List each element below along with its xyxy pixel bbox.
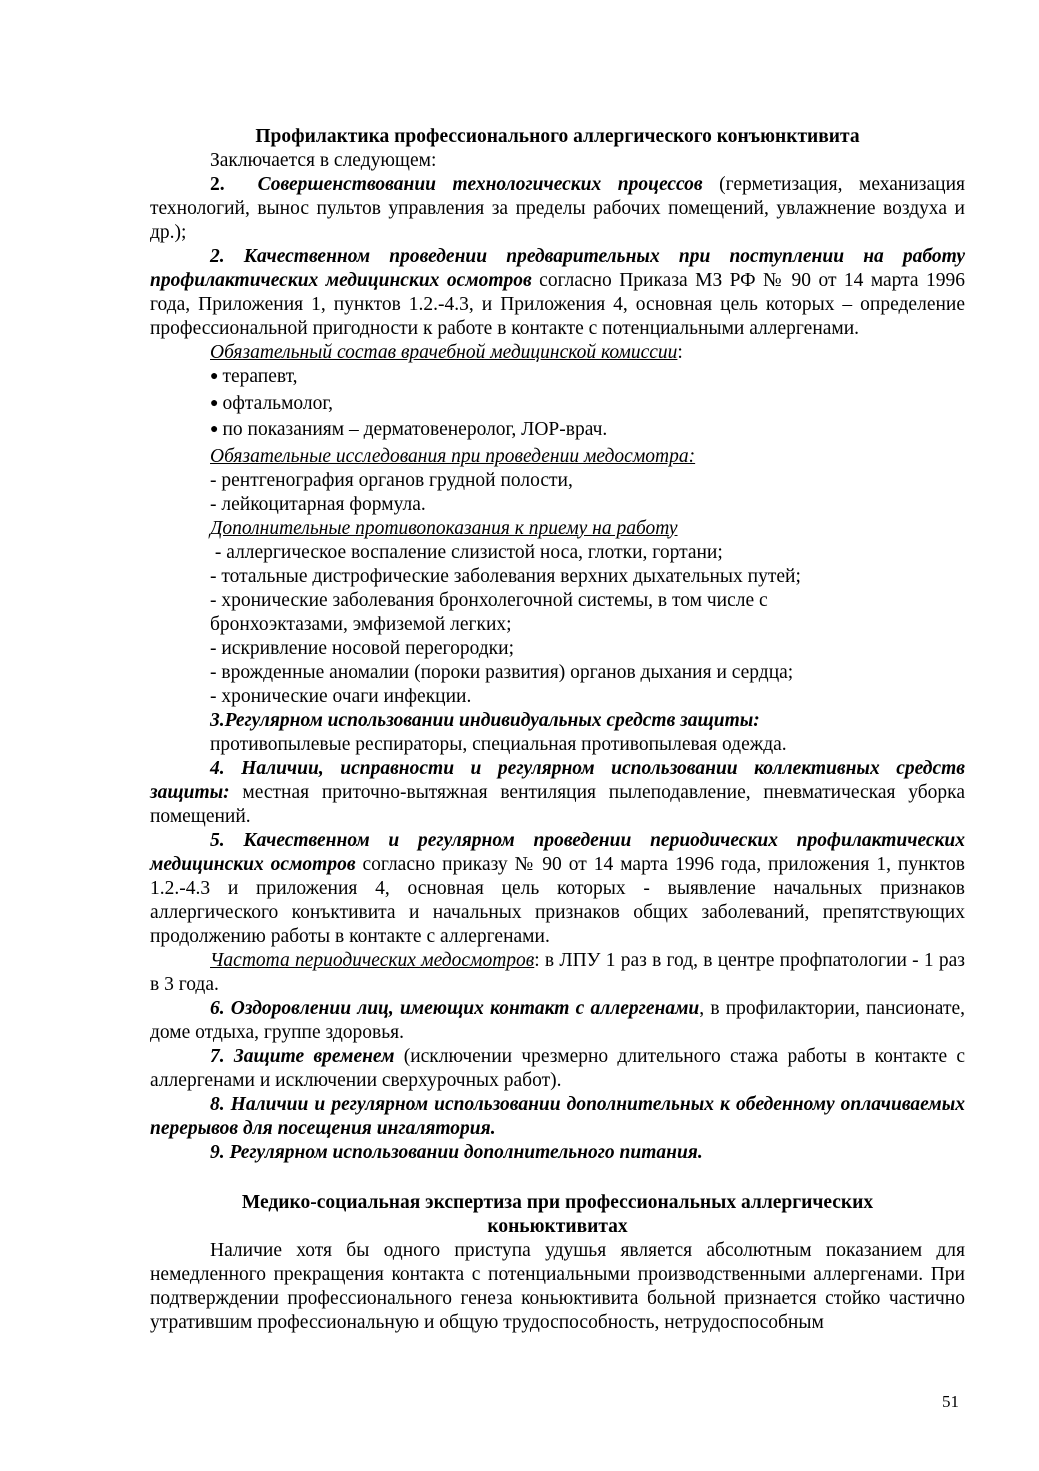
item-7: [150, 1045, 965, 1093]
commission-colon: :: [677, 342, 683, 363]
item-2a-text: (герметизация, механизация технологий, вынос пультов управления за пределы рабочих помещений, увлажнение воздуха и др.);: [150, 174, 965, 243]
bullet-icon: ●: [210, 369, 219, 384]
bullet-icon: ●: [210, 395, 219, 411]
studies-heading: [150, 445, 965, 469]
commission-list: [150, 365, 965, 445]
intro-text: Заключается в следующем:: [210, 150, 437, 171]
contra-heading-text: Дополнительные противопоказания к приему на работу: [210, 517, 678, 539]
item-2a-bold: Совершенствовании технологических процессов: [257, 174, 703, 195]
list-item: - хронические заболевания бронхолегочной системы, в том числе с: [210, 589, 768, 611]
commission-heading-text: Обязательный состав врачебной медицинской комиссии: [210, 342, 678, 363]
page-number: 51: [942, 1392, 959, 1411]
item-8-bold: 8. Наличии и регулярном использовании дополнительных к обеденному оплачиваемых перерывов для посещения ингалятория.: [150, 1093, 965, 1139]
commission-heading: [150, 341, 965, 365]
section-title-expertise-line1: Медико-социальная экспертиза при профессиональных аллергических: [241, 1191, 874, 1213]
list-item: [210, 392, 965, 419]
item-9: [150, 1141, 965, 1165]
item-5: [150, 829, 965, 949]
item-2a: [150, 173, 965, 245]
final-paragraph: Наличие хотя бы одного приступа удушья является абсолютным показанием для немедленного прекращения контакта с потенциальными производственными аллергенами. При подтверждении профессионального генеза коньюктивита больной признается стойко частично утратившим профессиональную и общую трудоспособность, нетрудоспособным: [150, 1239, 965, 1333]
item-3-heading: [150, 709, 965, 733]
item-2b-bold: 2. Качественном проведении предварительных при поступлении на работу профилактических медицинских осмотров: [150, 246, 965, 291]
item-6-bold: 6. Оздоровлении лиц, имеющих контакт с аллергенами: [210, 997, 700, 1019]
frequency-text: : в ЛПУ 1 раз в год, в центре профпатологии - 1 раз в 3 года.: [150, 949, 965, 995]
list-item: - аллергическое воспаление слизистой носа, глотки, гортани;: [210, 541, 723, 563]
list-item-text: по показаниям – дерматовенеролог, ЛОР-врач.: [222, 419, 608, 440]
frequency: [150, 949, 965, 997]
item-2a-num: 2.: [210, 174, 225, 195]
section-title-prevention: Профилактика профессионального аллергического конъюнктивита: [255, 126, 860, 147]
item-2b-text: согласно Приказа МЗ РФ № 90 от 14 марта 1996 года, Приложения 1, пунктов 1.2.-4.3, и Приложения 4, основная цель которых – определение профессиональной пригодности к работе в контакте с потенциальными аллергенами.: [150, 270, 966, 339]
list-item: - тотальные дистрофические заболевания верхних дыхательных путей;: [210, 565, 801, 587]
item-7-text: (исключении чрезмерно длительного стажа работы в контакте с аллергенами и исключении сверхурочных работ).: [150, 1045, 966, 1091]
list-item: [210, 365, 965, 392]
item-4: [150, 757, 965, 829]
list-item: - лейкоцитарная формула.: [210, 493, 426, 515]
bullet-icon: ●: [210, 422, 219, 437]
item-9-bold: 9. Регулярном использовании дополнительного питания.: [210, 1141, 703, 1163]
list-item: бронхоэктазами, эмфиземой легких;: [210, 613, 512, 635]
item-8: [150, 1093, 965, 1141]
frequency-heading: Частота периодических медосмотров: [210, 949, 535, 971]
list-item-text: терапевт,: [222, 366, 298, 387]
list-item: - искривление носовой перегородки;: [210, 637, 515, 659]
item-6: [150, 997, 965, 1045]
spacer: [150, 1165, 965, 1191]
list-item: - хронические очаги инфекции.: [210, 685, 472, 707]
item-6-text: , в профилактории, пансионате, доме отдыха, группе здоровья.: [150, 997, 965, 1043]
item-4-text: местная приточно-вытяжная вентиляция пылеподавление, пневматическая уборка помещений.: [150, 781, 965, 827]
item-3-text: противопылевые респираторы, специальная противопылевая одежда.: [210, 733, 787, 755]
item-4-bold: 4. Наличии, исправности и регулярном использовании коллективных средств защиты:: [150, 757, 965, 803]
section-title-expertise-line2: коньюктивитах: [487, 1215, 628, 1237]
list-item: - врожденные аномалии (пороки развития) органов дыхания и сердца;: [210, 661, 794, 683]
item-3-bold: 3.Регулярном использовании индивидуальных средств защиты:: [210, 709, 760, 731]
item-7-bold: 7. Защите временем: [210, 1045, 395, 1067]
document-page: [150, 125, 965, 1335]
list-item: - рентгенография органов грудной полости,: [210, 469, 573, 491]
list-item: [210, 418, 965, 445]
list-item-text: офтальмолог,: [222, 392, 334, 414]
item-5-text: согласно приказу № 90 от 14 марта 1996 года, приложения 1, пунктов 1.2.-4.3 и приложения 4, основная цель которых - выявление начальных признаков аллергического конъктивита и начальных признаков общих заболеваний, препятствующих продолжению работы в контакте с аллергенами.: [150, 853, 965, 947]
contra-heading: [150, 517, 965, 541]
studies-heading-text: Обязательные исследования при проведении медосмотра:: [210, 445, 696, 467]
item-5-bold: 5. Качественном и регулярном проведении периодических профилактических медицинских осмотров: [150, 829, 965, 875]
item-2b: [150, 245, 965, 341]
